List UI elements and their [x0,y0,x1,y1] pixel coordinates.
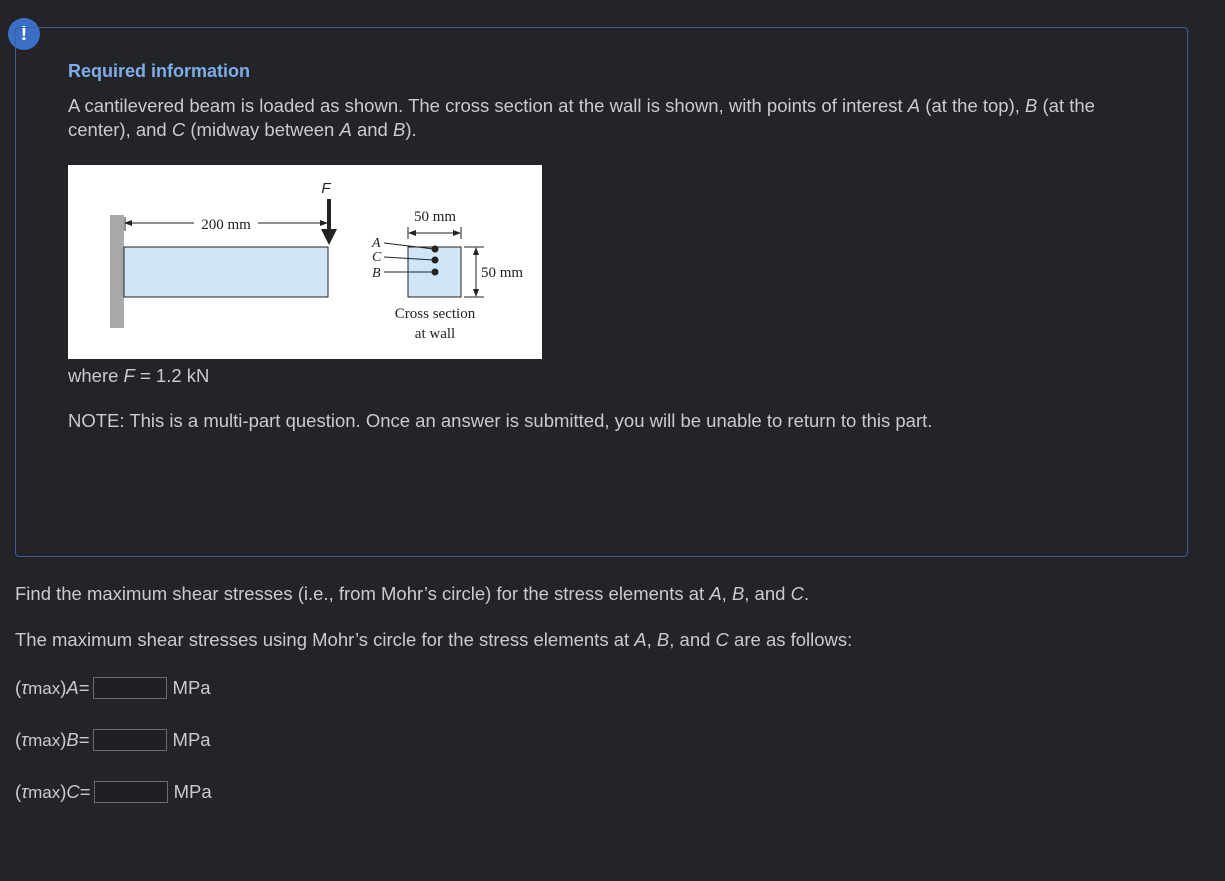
force-label: F [321,180,331,197]
answer-label-c: ( τ max ) C = [15,781,91,802]
point-b-label: B [372,266,381,281]
answer-label-a: ( τ max ) A = [15,677,90,698]
answer-label-b: ( τ max ) B = [15,729,90,750]
unit-label-a: MPa [172,677,211,698]
wall [110,215,124,328]
force-value: where F = 1.2 kN [68,365,210,386]
point-c-label: C [372,250,382,265]
tau-max-b-input[interactable] [93,729,167,751]
point-b-marker [432,269,439,276]
info-title: Required information [68,61,251,81]
point-a-marker [432,246,439,253]
figure-caption-line1: Cross section [394,306,476,322]
point-c-marker [432,257,439,264]
beam-figure [68,165,542,359]
beam [124,247,328,297]
alert-icon: ! [8,18,40,50]
height-label: 50 mm [481,265,524,281]
question-text: Find the maximum shear stresses (i.e., from Mohr’s circle) for the stress elements at A, B, and C. [15,583,810,604]
answer-row-a [15,675,211,701]
length-label: 200 mm [201,217,251,233]
unit-label-c: MPa [173,781,212,802]
width-label: 50 mm [413,209,457,225]
answer-prompt: The maximum shear stresses using Mohr’s circle for the stress elements at A, B, and C are as follows: [15,629,853,650]
required-information-panel [15,27,1188,557]
answer-row-c [15,779,212,805]
multi-part-note: NOTE: This is a multi-part question. Once an answer is submitted, you will be unable to return to this part. [68,410,933,431]
answer-row-b [15,727,211,753]
unit-label-b: MPa [172,729,211,750]
point-a-label: A [372,236,381,251]
figure-caption-line2: at wall [414,326,456,342]
tau-max-a-input[interactable] [93,677,167,699]
problem-statement: A cantilevered beam is loaded as shown. The cross section at the wall is shown, with points of interest A (at the top), B (at the center), and C (midway between A and B). [68,95,1095,140]
tau-max-c-input[interactable] [94,781,168,803]
